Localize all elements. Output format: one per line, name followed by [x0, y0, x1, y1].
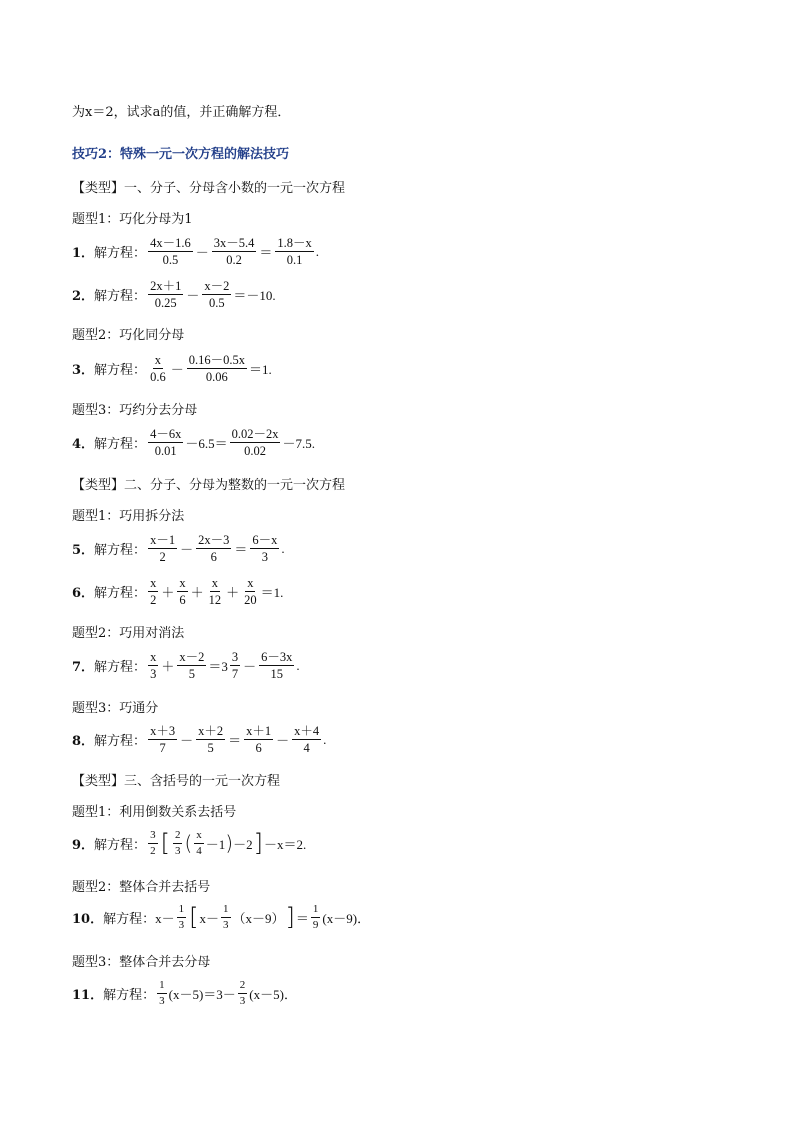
subtype-2-2: 题型2：巧用对消法 — [72, 626, 185, 641]
fraction: $\frac{x-2}{5}$ — [179, 650, 205, 682]
left-paren: ( — [184, 831, 193, 856]
fraction: $\frac{x}{20}$ — [244, 576, 257, 608]
problem-label: 解方程： — [94, 586, 147, 602]
problem-number: 3． — [72, 363, 95, 379]
fraction: $\frac{x}{2}$ — [150, 576, 157, 608]
fraction: $\frac{3}{2}$ — [150, 829, 156, 857]
fraction: $\frac{x+3}{7}$ — [150, 724, 176, 756]
right-paren: ) — [225, 831, 234, 856]
fraction: $\frac{4x-1.6}{0.5}$ — [150, 236, 191, 268]
problem-label: 解方程： — [94, 660, 147, 676]
problem-8: 8． 解方程： $\frac{x+3}{7}$ － $\frac{x+2}{5}$ ＝ $\frac{x+1}{6}$ － $\frac{x+4}{4}$ . — [72, 724, 327, 756]
left-bracket: [ — [160, 829, 170, 858]
fraction: $\frac{1}{3}$ — [223, 903, 229, 931]
problem-number: 2． — [72, 289, 95, 305]
problem-number: 11． — [72, 987, 104, 1003]
problem-number: 9． — [72, 837, 95, 853]
problem-1: 1． 解方程： $\frac{4x-1.6}{0.5}$ － $\frac{3x-5.4}{0.2}$ ＝ $\frac{1.8-x}{0.1}$ . — [72, 236, 320, 268]
problem-label: 解方程： — [94, 734, 147, 750]
category-1-heading: 【类型】一、分子、分母含小数的一元一次方程 — [72, 181, 346, 196]
fraction: $\frac{2x+1}{0.25}$ — [150, 279, 182, 311]
problem-6: 6． 解方程： $\frac{x}{2}$ ＋ $\frac{x}{6}$ ＋ $\frac{x}{12}$ ＋ $\frac{x}{20}$ ＝1. — [72, 576, 284, 608]
fraction: $\frac{6-3x}{15}$ — [261, 650, 293, 682]
fraction: $\frac{x}{3}$ — [150, 650, 157, 682]
problem-number: 4． — [72, 437, 95, 453]
subtype-3-3: 题型3：整体合并去分母 — [72, 955, 211, 970]
problem-5: 5． 解方程： $\frac{x-1}{2}$ － $\frac{2x-3}{6}$ ＝ $\frac{6-x}{3}$ . — [72, 533, 285, 565]
fraction: $\frac{2}{3}$ — [239, 979, 246, 1007]
fraction: $\frac{x-2}{0.5}$ — [204, 279, 230, 311]
fraction: $\frac{x}{0.6}$ — [150, 353, 166, 385]
subtype-3-2: 题型2：整体合并去括号 — [72, 880, 211, 895]
category-2-heading: 【类型】二、分子、分母为整数的一元一次方程 — [72, 478, 346, 493]
fraction: $\frac{0.16-0.5x}{0.06}$ — [188, 353, 245, 385]
tip-heading: 技巧2：特殊一元一次方程的解法技巧 — [72, 147, 290, 162]
category-3-heading: 【类型】三、含括号的一元一次方程 — [72, 774, 281, 789]
problem-label: 解方程： — [94, 289, 147, 305]
fraction: $\frac{4-6x}{0.01}$ — [150, 427, 182, 459]
problem-number: 7． — [72, 660, 95, 676]
problem-7: 7． 解方程： $\frac{x}{3}$ ＋ $\frac{x-2}{5}$ ＝3 $\frac{3}{7}$ － $\frac{6-3x}{15}$ . — [72, 650, 300, 682]
fraction: $\frac{x+4}{4}$ — [294, 724, 320, 756]
problem-number: 8． — [72, 734, 95, 750]
right-bracket: ] — [285, 903, 295, 932]
fraction: $\frac{2x-3}{6}$ — [198, 533, 230, 565]
subtype-1-1: 题型1：巧化分母为1 — [72, 212, 193, 227]
fraction: $\frac{0.02-2x}{0.02}$ — [231, 427, 279, 459]
problem-label: 解方程： — [94, 437, 147, 453]
fraction: $\frac{6-x}{3}$ — [252, 533, 278, 565]
subtype-2-1: 题型1：巧用拆分法 — [72, 509, 185, 524]
fraction: $\frac{1}{3}$ — [159, 979, 165, 1007]
problem-number: 10． — [72, 911, 104, 927]
subtype-1-2: 题型2：巧化同分母 — [72, 328, 185, 343]
problem-number: 1． — [72, 246, 95, 262]
fraction: $\frac{x}{12}$ — [208, 576, 222, 608]
intro-text: 为x＝2，试求a的值，并正确解方程． — [72, 105, 291, 120]
subtype-3-1: 题型1：利用倒数关系去括号 — [72, 805, 237, 820]
problem-number: 6． — [72, 586, 95, 602]
fraction: $\frac{x+2}{5}$ — [198, 724, 224, 756]
problem-10: 10． 解方程： x－ $\frac{1}{3}$ [ x－ $\frac{1}{3}$ （x－9） ] ＝ $\frac{1}{9}$ (x－9)． — [72, 903, 371, 932]
fraction: $\frac{x}{6}$ — [179, 576, 186, 608]
left-bracket: [ — [189, 903, 199, 932]
right-bracket: ] — [253, 829, 263, 858]
problem-label: 解方程： — [103, 987, 156, 1003]
fraction: $\frac{x}{4}$ — [196, 829, 202, 857]
problem-label: 解方程： — [94, 363, 147, 379]
fraction: $\frac{3x-5.4}{0.2}$ — [213, 236, 255, 268]
problem-number: 5． — [72, 543, 95, 559]
problem-3: 3． 解方程： $\frac{x}{0.6}$ － $\frac{0.16-0.5x}{0.06}$ ＝1. — [72, 353, 272, 385]
problem-label: 解方程： — [103, 911, 156, 927]
fraction: $\frac{2}{3}$ — [174, 829, 181, 857]
fraction: $\frac{1}{9}$ — [312, 903, 319, 931]
fraction: $\frac{1}{3}$ — [178, 903, 185, 931]
fraction: $\frac{3}{7}$ — [231, 650, 239, 682]
problem-label: 解方程： — [94, 837, 147, 853]
subtype-1-3: 题型3：巧约分去分母 — [72, 403, 198, 418]
problem-label: 解方程： — [94, 246, 147, 262]
fraction: $\frac{1.8-x}{0.1}$ — [277, 236, 312, 268]
problem-2: 2． 解方程： $\frac{2x+1}{0.25}$ － $\frac{x-2}{0.5}$ ＝－10. — [72, 279, 276, 311]
fraction: $\frac{x+1}{6}$ — [246, 724, 272, 756]
problem-11: 11． 解方程： $\frac{1}{3}$ (x－5)＝3－ $\frac{2}{3}$ (x－5)． — [72, 979, 297, 1007]
problem-4: 4． 解方程： $\frac{4-6x}{0.01}$ －6.5＝ $\frac{0.02-2x}{0.02}$ －7.5. — [72, 427, 315, 459]
fraction: $\frac{x-1}{2}$ — [150, 533, 176, 565]
subtype-2-3: 题型3：巧通分 — [72, 701, 159, 716]
problem-9: 9． 解方程： $\frac{3}{2}$ [ $\frac{2}{3}$ ( $\frac{x}{4}$ －1 ) －2 ] －x＝2. — [72, 829, 307, 858]
problem-label: 解方程： — [94, 543, 147, 559]
